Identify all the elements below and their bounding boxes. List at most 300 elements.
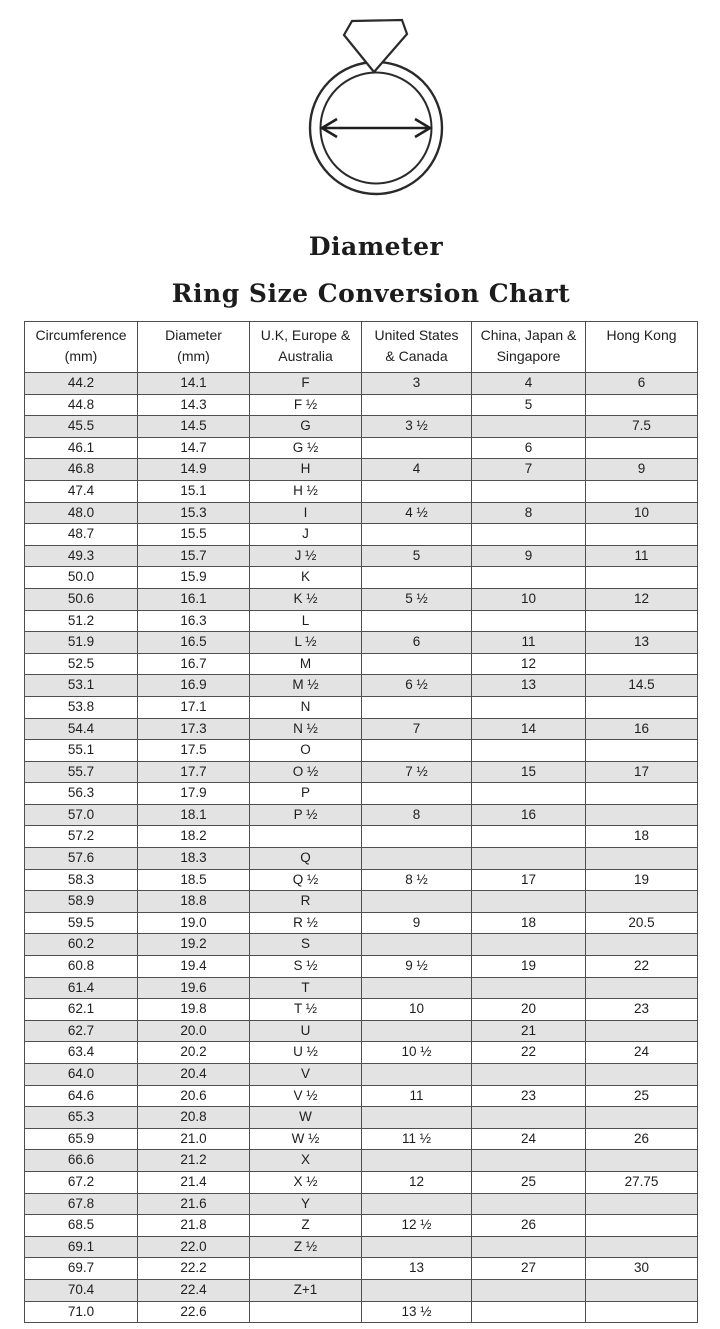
table-row (25, 1279, 698, 1301)
table-cell (472, 480, 586, 502)
table-cell (362, 1064, 472, 1086)
table-row (25, 1301, 698, 1323)
table-row (25, 480, 698, 502)
table-cell (586, 977, 698, 999)
table-cell: P ½ (250, 804, 362, 826)
table-cell: 55.1 (25, 740, 138, 762)
table-cell (472, 848, 586, 870)
table-cell: G (250, 416, 362, 438)
table-cell (586, 1150, 698, 1172)
table-cell: X ½ (250, 1171, 362, 1193)
table-cell: 67.2 (25, 1171, 138, 1193)
table-cell: 46.8 (25, 459, 138, 481)
table-cell (586, 437, 698, 459)
table-cell: M ½ (250, 675, 362, 697)
table-cell: 61.4 (25, 977, 138, 999)
table-cell: 15.7 (138, 545, 250, 567)
table-cell: 13 (362, 1258, 472, 1280)
table-cell: 14.9 (138, 459, 250, 481)
table-cell (472, 977, 586, 999)
table-cell (362, 740, 472, 762)
column-header-circumference (25, 322, 138, 373)
table-cell: 60.8 (25, 956, 138, 978)
table-cell (586, 1279, 698, 1301)
table-cell: 22 (586, 956, 698, 978)
table-cell: 64.0 (25, 1064, 138, 1086)
table-cell: 16 (586, 718, 698, 740)
table-cell: 11 ½ (362, 1128, 472, 1150)
table-cell: 15 (472, 761, 586, 783)
table-cell: 13 (472, 675, 586, 697)
table-row (25, 524, 698, 546)
table-cell: 4 (362, 459, 472, 481)
table-cell (586, 610, 698, 632)
table-cell: L (250, 610, 362, 632)
table-cell (586, 480, 698, 502)
table-cell: O (250, 740, 362, 762)
table-cell: F (250, 373, 362, 395)
table-cell: 20 (472, 999, 586, 1021)
table-cell: H (250, 459, 362, 481)
header-line: (mm) (177, 348, 210, 364)
table-cell: 68.5 (25, 1215, 138, 1237)
table-cell: 10 (586, 502, 698, 524)
table-cell: 57.0 (25, 804, 138, 826)
table-cell: J ½ (250, 545, 362, 567)
header-line: & Canada (385, 348, 448, 364)
table-cell (586, 1301, 698, 1323)
table-cell: 16.5 (138, 632, 250, 654)
table-cell (586, 848, 698, 870)
table-cell: 18.1 (138, 804, 250, 826)
table-header-row (25, 322, 698, 373)
table-row (25, 869, 698, 891)
header-line: (mm) (64, 348, 98, 364)
table-row (25, 394, 698, 416)
table-cell: K ½ (250, 588, 362, 610)
table-row (25, 1258, 698, 1280)
table-cell: 16 (472, 804, 586, 826)
table-cell (586, 696, 698, 718)
table-cell: 9 (586, 459, 698, 481)
table-cell: V (250, 1064, 362, 1086)
table-cell (362, 1279, 472, 1301)
table-cell (586, 653, 698, 675)
table-cell: Z+1 (250, 1279, 362, 1301)
table-cell: 9 ½ (362, 956, 472, 978)
table-cell: 65.9 (25, 1128, 138, 1150)
table-cell: 17.9 (138, 783, 250, 805)
table-cell: 14.1 (138, 373, 250, 395)
table-cell: Z ½ (250, 1236, 362, 1258)
table-cell: K (250, 567, 362, 589)
table-cell: 18.8 (138, 891, 250, 913)
table-cell: 48.7 (25, 524, 138, 546)
table-cell: 21.0 (138, 1128, 250, 1150)
table-cell: 9 (362, 912, 472, 934)
header-line: U.K, Europe & (260, 327, 351, 343)
table-cell: 26 (472, 1215, 586, 1237)
table-row (25, 977, 698, 999)
table-cell (472, 934, 586, 956)
table-row (25, 1171, 698, 1193)
table-cell: 24 (586, 1042, 698, 1064)
table-cell (586, 1020, 698, 1042)
table-cell: 50.6 (25, 588, 138, 610)
table-cell (586, 934, 698, 956)
table-cell: 71.0 (25, 1301, 138, 1323)
table-cell (472, 696, 586, 718)
table-cell: 58.9 (25, 891, 138, 913)
table-cell: 56.3 (25, 783, 138, 805)
table-cell: 11 (586, 545, 698, 567)
table-cell: 14.5 (586, 675, 698, 697)
table-cell: 6 (586, 373, 698, 395)
table-cell: 18.2 (138, 826, 250, 848)
table-cell: W ½ (250, 1128, 362, 1150)
table-cell: P (250, 783, 362, 805)
table-cell: 48.0 (25, 502, 138, 524)
table-cell: 15.1 (138, 480, 250, 502)
table-cell: 3 (362, 373, 472, 395)
table-cell: 16.3 (138, 610, 250, 632)
table-cell (362, 610, 472, 632)
table-row (25, 1020, 698, 1042)
column-header-china-japan-singapore (472, 322, 586, 373)
table-cell: 53.8 (25, 696, 138, 718)
table-cell: G ½ (250, 437, 362, 459)
table-cell: 49.3 (25, 545, 138, 567)
table-row (25, 588, 698, 610)
table-cell: 10 (362, 999, 472, 1021)
table-cell: 45.5 (25, 416, 138, 438)
table-cell: 63.4 (25, 1042, 138, 1064)
table-cell: 19.0 (138, 912, 250, 934)
table-cell: 19.8 (138, 999, 250, 1021)
table-cell (472, 1107, 586, 1129)
table-cell (586, 804, 698, 826)
table-row (25, 459, 698, 481)
table-cell: 21 (472, 1020, 586, 1042)
table-cell: 10 ½ (362, 1042, 472, 1064)
table-row (25, 826, 698, 848)
table-row (25, 610, 698, 632)
table-cell (362, 696, 472, 718)
table-cell: 8 (362, 804, 472, 826)
table-row (25, 783, 698, 805)
table-row (25, 1215, 698, 1237)
table-cell (472, 1150, 586, 1172)
header-line: Australia (278, 348, 333, 364)
table-cell (362, 524, 472, 546)
table-cell: 18.5 (138, 869, 250, 891)
table-cell: 23 (586, 999, 698, 1021)
table-row (25, 502, 698, 524)
table-cell: 14 (472, 718, 586, 740)
table-cell: S (250, 934, 362, 956)
table-cell: 7 ½ (362, 761, 472, 783)
table-cell (362, 1020, 472, 1042)
table-row (25, 740, 698, 762)
column-header-diameter (138, 322, 250, 373)
table-cell: 8 (472, 502, 586, 524)
table-cell: U (250, 1020, 362, 1042)
table-cell: U ½ (250, 1042, 362, 1064)
table-cell: H ½ (250, 480, 362, 502)
table-cell: 30 (586, 1258, 698, 1280)
table-cell (472, 610, 586, 632)
table-cell (586, 567, 698, 589)
table-cell: J (250, 524, 362, 546)
table-cell: 50.0 (25, 567, 138, 589)
table-cell: 18 (586, 826, 698, 848)
diameter-arrow-icon (322, 119, 430, 137)
table-cell (586, 891, 698, 913)
table-cell: 62.1 (25, 999, 138, 1021)
table-cell: 19.2 (138, 934, 250, 956)
table-cell (586, 1215, 698, 1237)
table-cell: 47.4 (25, 480, 138, 502)
table-cell: 17.5 (138, 740, 250, 762)
table-cell (586, 740, 698, 762)
table-cell: 11 (472, 632, 586, 654)
table-cell: 59.5 (25, 912, 138, 934)
table-cell: 52.5 (25, 653, 138, 675)
table-cell: 18 (472, 912, 586, 934)
table-cell: 27 (472, 1258, 586, 1280)
table-cell (472, 740, 586, 762)
table-cell: 23 (472, 1085, 586, 1107)
table-cell (362, 977, 472, 999)
table-cell: I (250, 502, 362, 524)
table-cell: 4 (472, 373, 586, 395)
table-cell: 51.2 (25, 610, 138, 632)
table-cell: 19 (472, 956, 586, 978)
table-cell: 6 (472, 437, 586, 459)
table-cell: 5 (362, 545, 472, 567)
table-cell: 46.1 (25, 437, 138, 459)
table-cell: 14.3 (138, 394, 250, 416)
header-line: China, Japan & (480, 327, 577, 343)
table-cell: 17.3 (138, 718, 250, 740)
table-cell: 60.2 (25, 934, 138, 956)
table-cell: 21.8 (138, 1215, 250, 1237)
table-cell: W (250, 1107, 362, 1129)
table-row (25, 567, 698, 589)
table-cell (472, 891, 586, 913)
table-cell: S ½ (250, 956, 362, 978)
table-cell (472, 1064, 586, 1086)
table-cell: 21.6 (138, 1193, 250, 1215)
table-row (25, 1042, 698, 1064)
table-cell: 17 (472, 869, 586, 891)
header-line: Hong Kong (606, 327, 677, 343)
table-row (25, 1064, 698, 1086)
table-header (25, 322, 698, 373)
ring-size-conversion-table (24, 321, 698, 1323)
table-cell (362, 891, 472, 913)
table-cell (472, 1236, 586, 1258)
table-cell (472, 524, 586, 546)
table-cell (362, 653, 472, 675)
table-cell (586, 1236, 698, 1258)
table-row (25, 1193, 698, 1215)
table-cell: 17.7 (138, 761, 250, 783)
table-row (25, 653, 698, 675)
table-cell: 17.1 (138, 696, 250, 718)
table-cell: 20.0 (138, 1020, 250, 1042)
table-cell: Y (250, 1193, 362, 1215)
table-cell: 64.6 (25, 1085, 138, 1107)
table-cell (586, 1064, 698, 1086)
table-cell (362, 1107, 472, 1129)
table-cell: 67.8 (25, 1193, 138, 1215)
header-line: Singapore (496, 348, 561, 364)
header-line: Diameter (165, 327, 222, 343)
table-cell: 16.7 (138, 653, 250, 675)
table-cell: 20.2 (138, 1042, 250, 1064)
column-header-hong-kong (586, 322, 698, 373)
table-row (25, 1085, 698, 1107)
table-cell: 17 (586, 761, 698, 783)
table-cell: L ½ (250, 632, 362, 654)
table-cell: 12 (472, 653, 586, 675)
table-row (25, 373, 698, 395)
table-cell: 20.5 (586, 912, 698, 934)
table-row (25, 632, 698, 654)
table-row (25, 416, 698, 438)
table-cell: 12 ½ (362, 1215, 472, 1237)
table-cell: F ½ (250, 394, 362, 416)
table-cell (362, 1193, 472, 1215)
table-cell (472, 1193, 586, 1215)
table-cell (362, 394, 472, 416)
table-cell: 54.4 (25, 718, 138, 740)
table-row (25, 956, 698, 978)
table-cell: 5 (472, 394, 586, 416)
table-cell (586, 524, 698, 546)
table-cell: Z (250, 1215, 362, 1237)
table-cell: Q ½ (250, 869, 362, 891)
table-cell: 15.3 (138, 502, 250, 524)
table-cell: 10 (472, 588, 586, 610)
table-cell (362, 934, 472, 956)
table-cell (362, 567, 472, 589)
table-cell: 14.7 (138, 437, 250, 459)
table-cell (250, 826, 362, 848)
table-cell: 19 (586, 869, 698, 891)
table-cell: 62.7 (25, 1020, 138, 1042)
table-cell: R ½ (250, 912, 362, 934)
table-cell: 69.7 (25, 1258, 138, 1280)
table-cell: 22.6 (138, 1301, 250, 1323)
table-cell: N ½ (250, 718, 362, 740)
table-cell (362, 1236, 472, 1258)
table-cell: 65.3 (25, 1107, 138, 1129)
table-cell (362, 783, 472, 805)
table-cell: 20.8 (138, 1107, 250, 1129)
table-cell: 70.4 (25, 1279, 138, 1301)
ring-diamond-icon (301, 10, 451, 202)
table-row (25, 891, 698, 913)
table-cell: 11 (362, 1085, 472, 1107)
table-cell (586, 1193, 698, 1215)
table-cell: 44.8 (25, 394, 138, 416)
table-cell: M (250, 653, 362, 675)
table-cell: 22.2 (138, 1258, 250, 1280)
table-cell: 6 ½ (362, 675, 472, 697)
table-row (25, 437, 698, 459)
table-cell (586, 783, 698, 805)
table-cell (472, 567, 586, 589)
table-cell: 7 (472, 459, 586, 481)
table-cell: 19.4 (138, 956, 250, 978)
table-cell: 18.3 (138, 848, 250, 870)
table-row (25, 912, 698, 934)
page-title: Ring Size Conversion Chart (171, 279, 571, 308)
table-cell (472, 826, 586, 848)
table-row (25, 1150, 698, 1172)
table-cell: O ½ (250, 761, 362, 783)
table-body (25, 373, 698, 1323)
table-cell: 58.3 (25, 869, 138, 891)
table-row (25, 718, 698, 740)
table-cell: 69.1 (25, 1236, 138, 1258)
table-cell (472, 416, 586, 438)
table-cell (472, 1279, 586, 1301)
table-cell: 14.5 (138, 416, 250, 438)
table-cell: 55.7 (25, 761, 138, 783)
table-cell: 20.6 (138, 1085, 250, 1107)
table-cell (250, 1258, 362, 1280)
table-cell: 15.9 (138, 567, 250, 589)
table-cell: X (250, 1150, 362, 1172)
header-line: United States (374, 327, 459, 343)
table-cell: 13 ½ (362, 1301, 472, 1323)
table-row (25, 696, 698, 718)
table-cell: 27.75 (586, 1171, 698, 1193)
table-cell: 22 (472, 1042, 586, 1064)
table-cell: 5 ½ (362, 588, 472, 610)
table-cell: 13 (586, 632, 698, 654)
table-row (25, 1236, 698, 1258)
table-cell (362, 826, 472, 848)
table-cell: 57.2 (25, 826, 138, 848)
table-cell: 25 (472, 1171, 586, 1193)
table-cell (362, 1150, 472, 1172)
table-cell: 22.4 (138, 1279, 250, 1301)
table-cell: T ½ (250, 999, 362, 1021)
table-cell: 22.0 (138, 1236, 250, 1258)
table-cell: 24 (472, 1128, 586, 1150)
table-cell (362, 437, 472, 459)
table-cell: 53.1 (25, 675, 138, 697)
table-cell: 7 (362, 718, 472, 740)
table-row (25, 761, 698, 783)
table-cell: 21.2 (138, 1150, 250, 1172)
table-cell: 26 (586, 1128, 698, 1150)
table-cell: N (250, 696, 362, 718)
table-cell: 20.4 (138, 1064, 250, 1086)
table-row (25, 999, 698, 1021)
table-cell: 8 ½ (362, 869, 472, 891)
table-cell: 51.9 (25, 632, 138, 654)
table-row (25, 675, 698, 697)
table-cell: 15.5 (138, 524, 250, 546)
table-cell: 44.2 (25, 373, 138, 395)
column-header-uk-europe-australia (250, 322, 362, 373)
table-cell (586, 1107, 698, 1129)
